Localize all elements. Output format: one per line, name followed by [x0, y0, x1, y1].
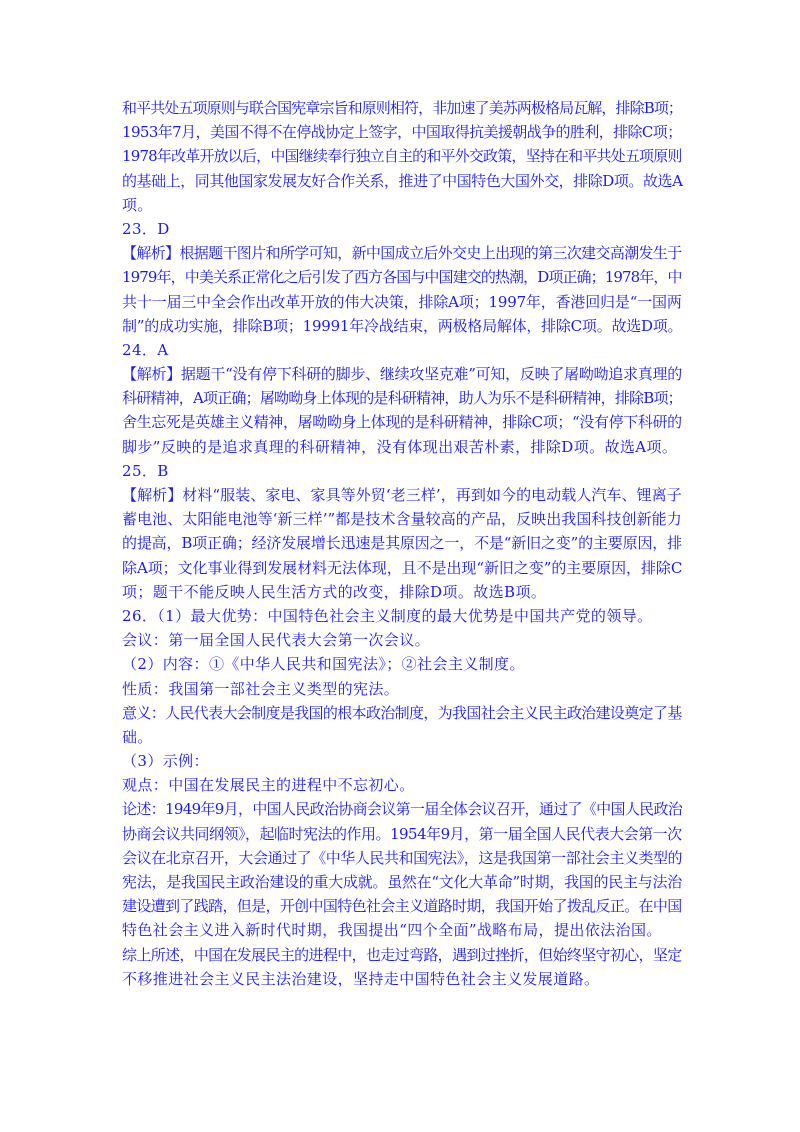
text-line: 综上所述，中国在发展民主的进程中，也走过弯路，遇到过挫折，但始终坚守初心，坚定 — [122, 945, 682, 964]
text-line: 25．B — [122, 461, 169, 480]
text-line: 项；题干不能反映人民生活方式的改变，排除D项。故选B项。 — [122, 582, 547, 601]
text-line: 的基础上，同其他国家发展友好合作关系，推进了中国特色大国外交，排除D项。故选A — [122, 171, 683, 190]
text-line: 础。 — [122, 727, 153, 746]
text-line: 1953年7月，美国不得不在停战协定上签字，中国取得抗美援朝战争的胜利，排除C项； — [122, 123, 682, 142]
text-line: 脚步”反映的是追求真理的科研精神，没有体现出艰苦朴素，排除D项。故选A项。 — [122, 437, 678, 456]
text-line: 1978年改革开放以后，中国继续奉行独立自主的和平外交政策，坚持在和平共处五项原则 — [122, 147, 682, 166]
text-line: 的提高，B项正确；经济发展增长迅速是其原因之一，不是“新旧之变”的主要原因，排 — [122, 534, 682, 553]
text-line: 建设遭到了践踏，但是，开创中国特色社会主义道路时期，我国开始了拨乱反正。在中国 — [122, 897, 682, 916]
text-line: 和平共处五项原则与联合国宪章宗旨和原则相符，非加速了美苏两极格局瓦解，排除B项； — [122, 99, 683, 117]
text-line: 协商会议共同纲领》，起临时宪法的作用。1954年9月，第一届全国人民代表大会第一次 — [122, 824, 682, 843]
text-line: （3）示例： — [122, 752, 209, 771]
text-line: 26．（1）最大优势：中国特色社会主义制度的最大优势是中国共产党的领导。 — [122, 606, 653, 625]
text-line: 蓄电池、太阳能电池等‘新三样’”都是技术含量较高的产品，反映出我国科技创新能力 — [122, 510, 682, 529]
text-line: 除A项；文化事业得到发展材料无法体现，且不是出现“新旧之变”的主要原因，排除C — [122, 558, 683, 577]
text-line: 1979年，中美关系正常化之后引发了西方各国与中国建交的热潮，D项正确；1978年，中 — [122, 268, 682, 287]
text-line: 会议：第一届全国人民代表大会第一次会议。 — [122, 631, 431, 650]
text-line: 性质：我国第一部社会主义类型的宪法。 — [122, 679, 400, 698]
text-line: 项。 — [122, 195, 153, 214]
text-line: 论述：1949年9月，中国人民政治协商会议第一届全体会议召开，通过了《中国人民政治 — [122, 800, 683, 819]
text-line: 共十一届三中全会作出改革开放的伟大决策，排除A项；1997年，香港回归是“一国两 — [122, 292, 682, 311]
text-line: 【解析】据题干“没有停下科研的脚步、继续攻坚克难”可知，反映了屠呦呦追求真理的 — [122, 365, 682, 384]
text-line: 会议在北京召开，大会通过了《中华人民共和国宪法》，这是我国第一部社会主义类型的 — [122, 848, 683, 867]
text-line: 意义：人民代表大会制度是我国的根本政治制度，为我国社会主义民主政治建设奠定了基 — [122, 703, 682, 722]
answer-document — [122, 96, 682, 991]
text-line: 【解析】材料“服装、家电、家具等外贸‘老三样’，再到如今的电动载人汽车、锂离子 — [122, 486, 682, 504]
text-line: 24．A — [122, 340, 169, 359]
text-line: 制”的成功实施，排除B项；19991年冷战结束，两极格局解体，排除C项。故选D项。 — [122, 316, 683, 335]
text-line: 23．D — [122, 219, 170, 238]
text-line: （2）内容：①《中华人民共和国宪法》；②社会主义制度。 — [122, 655, 525, 674]
text-line: 宪法，是我国民主政治建设的重大成就。虽然在“文化大革命”时期，我国的民主与法治 — [122, 873, 682, 891]
text-line: 【解析】根据题干图片和所学可知，新中国成立后外交史上出现的第三次建交高潮发生于 — [122, 244, 682, 263]
text-line: 舍生忘死是英雄主义精神，屠呦呦身上体现的是科研精神，排除C项；“没有停下科研的 — [122, 413, 682, 432]
text-line: 科研精神，A项正确；屠呦呦身上体现的是科研精神，助人为乐不是科研精神，排除B项； — [122, 389, 682, 408]
text-line: 观点：中国在发展民主的进程中不忘初心。 — [122, 776, 415, 795]
text-line: 不移推进社会主义民主法治建设，坚持走中国特色社会主义发展道路。 — [122, 969, 600, 988]
text-line: 特色社会主义进入新时代时期，我国提出“四个全面”战略布局，提出依法治国。 — [122, 921, 662, 940]
